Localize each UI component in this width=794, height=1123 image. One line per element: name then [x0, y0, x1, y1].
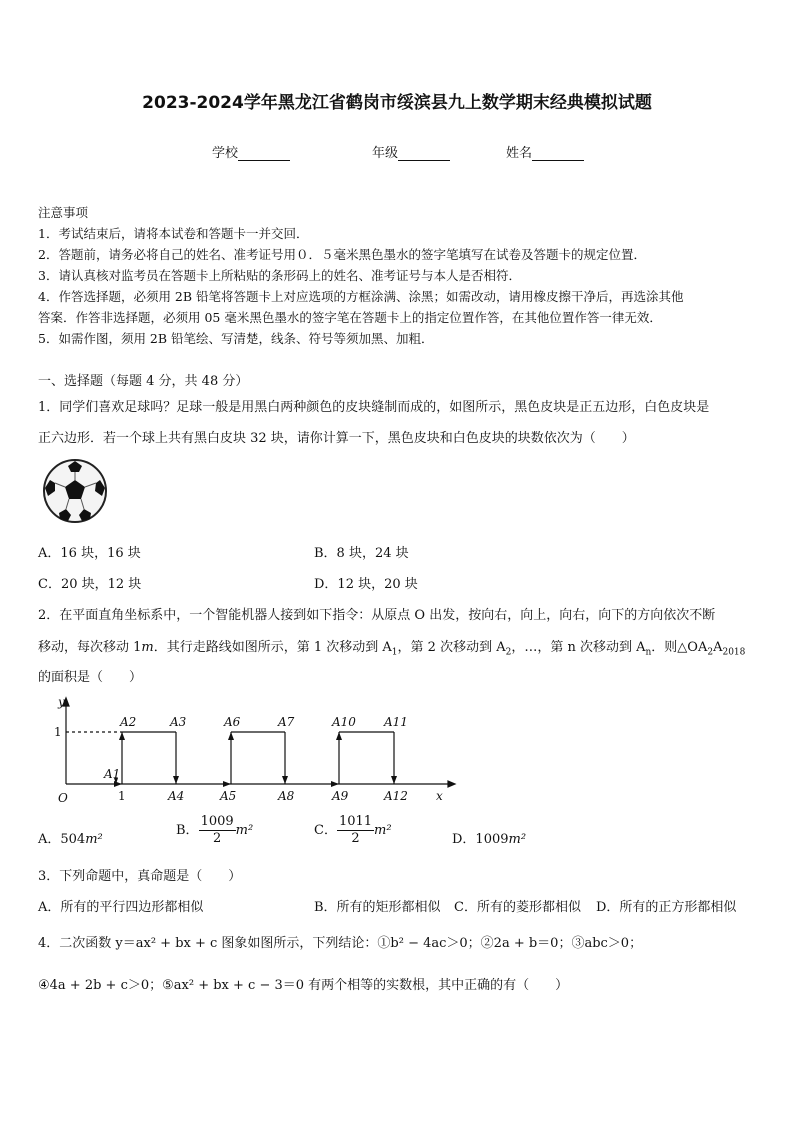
- point-label: A4: [168, 789, 185, 803]
- name-field: [506, 142, 584, 161]
- q3-option-c[interactable]: C．所有的菱形都相似: [454, 900, 581, 915]
- note-item: 4．作答选择题，必须用 2B 铅笔将答题卡上对应选项的方框涂满、涂黑；如需改动，请用橡皮擦干净后，再选涂其他: [38, 289, 684, 304]
- q3-option-b[interactable]: B．所有的矩形都相似: [314, 900, 441, 915]
- soccer-ball-icon: [42, 458, 108, 524]
- q2-stem-line2: 移动，每次移动 1m．其行走路线如图所示，第 1 次移动到 $A_1$，第 2 次移动到 $A_2$，…，第 n 次移动到 $A_n$．则$\triangle OA_2A_{2018}$: [38, 640, 746, 658]
- point-label: A7: [278, 715, 295, 729]
- grade-field: [372, 142, 450, 161]
- q1-option-d[interactable]: D．12 块，20 块: [314, 577, 418, 592]
- grade-blank[interactable]: [398, 148, 450, 161]
- note-item: 5．如需作图，须用 2B 铅笔绘、写清楚，线条、符号等须加黑、加粗．: [38, 331, 434, 346]
- section-heading: 一、选择题（每题 4 分，共 48 分）: [38, 374, 249, 389]
- q2-option-a[interactable]: A．504m²: [38, 832, 103, 847]
- q1-stem-line2: 正六边形．若一个球上共有黑白皮块 32 块，请你计算一下，黑色皮块和白色皮块的块数依次为（ ）: [38, 431, 635, 446]
- point-label: A6: [224, 715, 241, 729]
- origin-label: O: [58, 791, 68, 805]
- note-item: 2．答题前，请务必将自己的姓名、准考证号用０．５毫米黑色墨水的签字笔填写在试卷及答题卡的规定位置．: [38, 247, 646, 262]
- q4-stem-line2: ④4a + 2b + c＞0；⑤ax² + bx + c − 3＝0 有两个相等的实数根，其中正确的有（ ）: [38, 978, 569, 993]
- q3-option-d[interactable]: D．所有的正方形都相似: [596, 900, 737, 915]
- q1-option-c[interactable]: C．20 块，12 块: [38, 577, 142, 592]
- q3-stem: 3．下列命题中，真命题是（ ）: [38, 869, 242, 884]
- q2-path-diagram: [38, 694, 458, 812]
- point-label: A1: [104, 767, 121, 781]
- school-blank[interactable]: [238, 148, 290, 161]
- name-label: 姓名: [506, 146, 533, 161]
- point-label: A9: [332, 789, 349, 803]
- notes-heading: 注意事项: [38, 205, 89, 220]
- q1-option-a[interactable]: A．16 块，16 块: [38, 546, 141, 561]
- q2-stem-line1: 2．在平面直角坐标系中，一个智能机器人接到如下指令：从原点 O 出发，按向右，向上，向右，向下的方向依次不断: [38, 608, 716, 623]
- note-item: 3．请认真核对监考员在答题卡上所粘贴的条形码上的姓名、准考证号与本人是否相符．: [38, 268, 521, 283]
- y-axis-label: y: [58, 695, 65, 709]
- school-field: [212, 142, 290, 161]
- point-label: A5: [220, 789, 237, 803]
- q2-option-d[interactable]: D．1009m²: [452, 832, 527, 847]
- q3-option-a[interactable]: A．所有的平行四边形都相似: [38, 900, 204, 915]
- grade-label: 年级: [372, 146, 399, 161]
- point-label: A10: [332, 715, 356, 729]
- note-item: 答案．作答非选择题，必须用 05 毫米黑色墨水的签字笔在答题卡上的指定位置作答，在其他位置作答一律无效．: [38, 310, 662, 325]
- point-label: A8: [278, 789, 295, 803]
- q2-option-b[interactable]: B． $\frac{1009}{2}$ m²: [176, 814, 254, 846]
- point-label: A12: [384, 789, 408, 803]
- note-item: 1．考试结束后，请将本试卷和答题卡一并交回．: [38, 226, 309, 241]
- q4-stem-line1: 4．二次函数 y＝ax² + bx + c 图象如图所示，下列结论：①b² − 4ac＞0；②2a + b＝0；③abc＞0；: [38, 936, 643, 951]
- name-blank[interactable]: [532, 148, 584, 161]
- point-label: A2: [120, 715, 137, 729]
- q1-option-b[interactable]: B．8 块，24 块: [314, 546, 409, 561]
- point-label: A11: [384, 715, 408, 729]
- q2-option-c[interactable]: C． $\frac{1011}{2}$ m²: [314, 814, 392, 846]
- y-tick-label: 1: [54, 725, 62, 739]
- page-title: 2023-2024学年黑龙江省鹤岗市绥滨县九上数学期末经典模拟试题: [142, 93, 652, 113]
- point-label: A3: [170, 715, 187, 729]
- school-label: 学校: [212, 146, 239, 161]
- q2-stem-line3: 的面积是（ ）: [38, 670, 143, 685]
- x-tick-label: 1: [118, 789, 126, 803]
- q1-stem-line1: 1．同学们喜欢足球吗？足球一般是用黑白两种颜色的皮块缝制而成的，如图所示，黑色皮块是正五边形，白色皮块是: [38, 400, 710, 415]
- x-axis-label: x: [436, 789, 443, 803]
